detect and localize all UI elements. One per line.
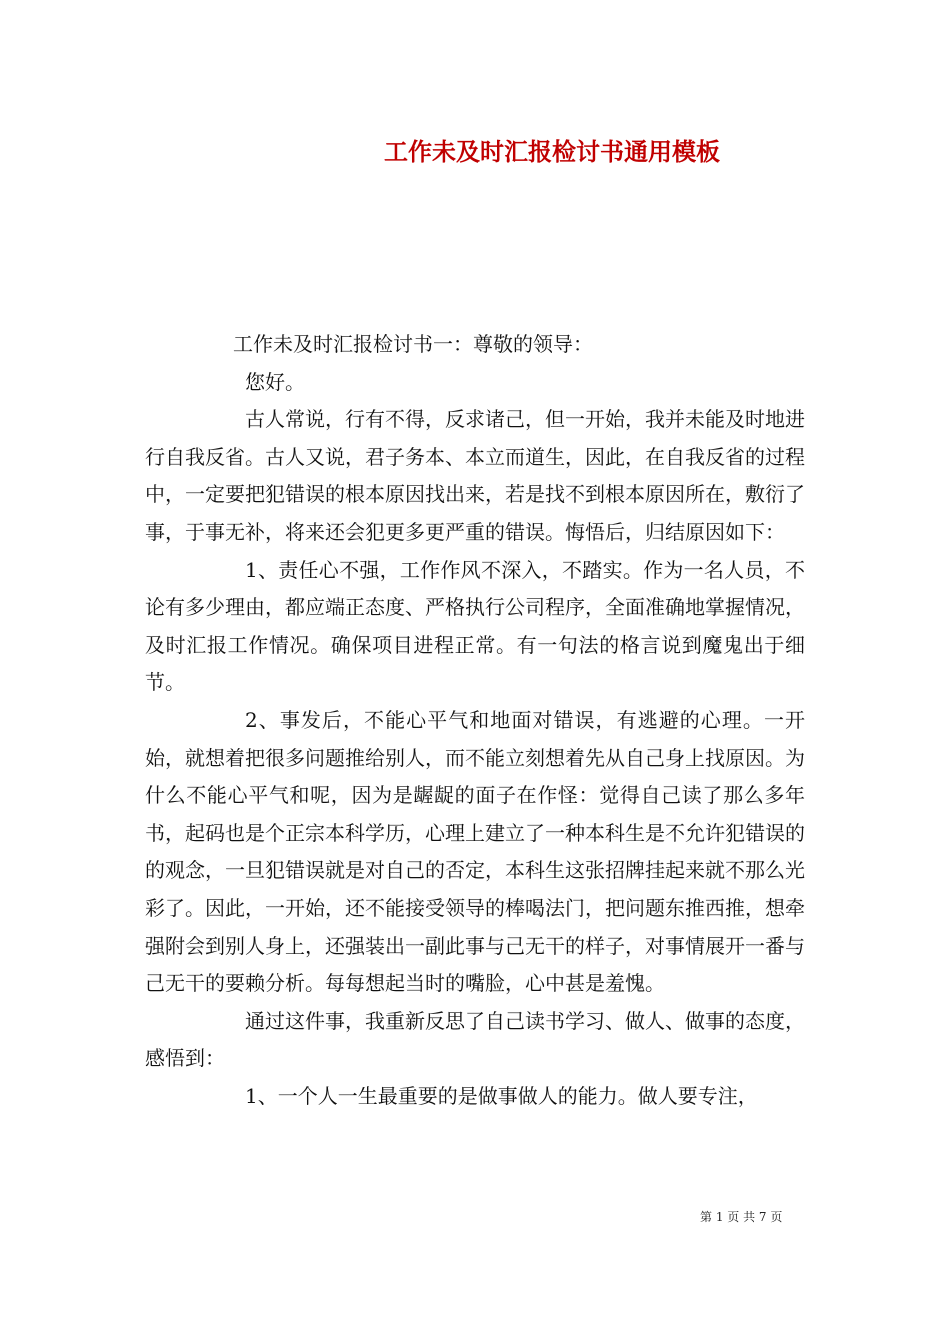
paragraph: 古人常说，行有不得，反求诸己，但一开始，我并未能及时地进行自我反省。古人又说，君子务本、本立而道生，因此，在自我反省的过程中，一定要把犯错误的根本原因找出来，若是找不到根本原因所在，敷衍了事，于事无补，将来还会犯更多更严重的错误。悔悟后，归结原因如下：: [145, 407, 805, 544]
page-number-footer: 第 1 页 共 7 页: [700, 1210, 783, 1224]
paragraph: 1、一个人一生最重要的是做事做人的能力。做人要专注，: [245, 1083, 758, 1108]
greeting-line: 您好。: [245, 369, 305, 394]
paragraph: 通过这件事，我重新反思了自己读书学习、做人、做事的态度，感悟到：: [145, 1008, 805, 1071]
document-body: [145, 326, 805, 1115]
paragraph: 2、事发后，不能心平气和地面对错误，有逃避的心理。一开始，就想着把很多问题推给别人，而不能立刻想着先从自己身上找原因。为什么不能心平气和呢，因为是龌龊的面子在作怪：觉得自己读了那么多年书，起码也是个正宗本科学历，心理上建立了一种本科生是不允许犯错误的的观念，一旦犯错误就是对自己的否定，本科生这张招牌挂起来就不那么光彩了。因此，一开始，还不能接受领导的棒喝法门，把问题东推西推，想牵强附会到别人身上，还强装出一副此事与己无干的样子，对事情展开一番与己无干的要赖分析。每每想起当时的嘴脸，心中甚是羞愧。: [145, 707, 805, 996]
paragraph: 1、责任心不强，工作作风不深入，不踏实。作为一名人员，不论有多少理由，都应端正态度、严格执行公司程序，全面准确地掌握情况，及时汇报工作情况。确保项目进程正常。有一句法的格言说到魔鬼出于细节。: [145, 557, 805, 695]
opening-line: 工作未及时汇报检讨书一：尊敬的领导：: [233, 332, 593, 356]
document-title: 工作未及时汇报检讨书通用模板: [384, 137, 720, 166]
